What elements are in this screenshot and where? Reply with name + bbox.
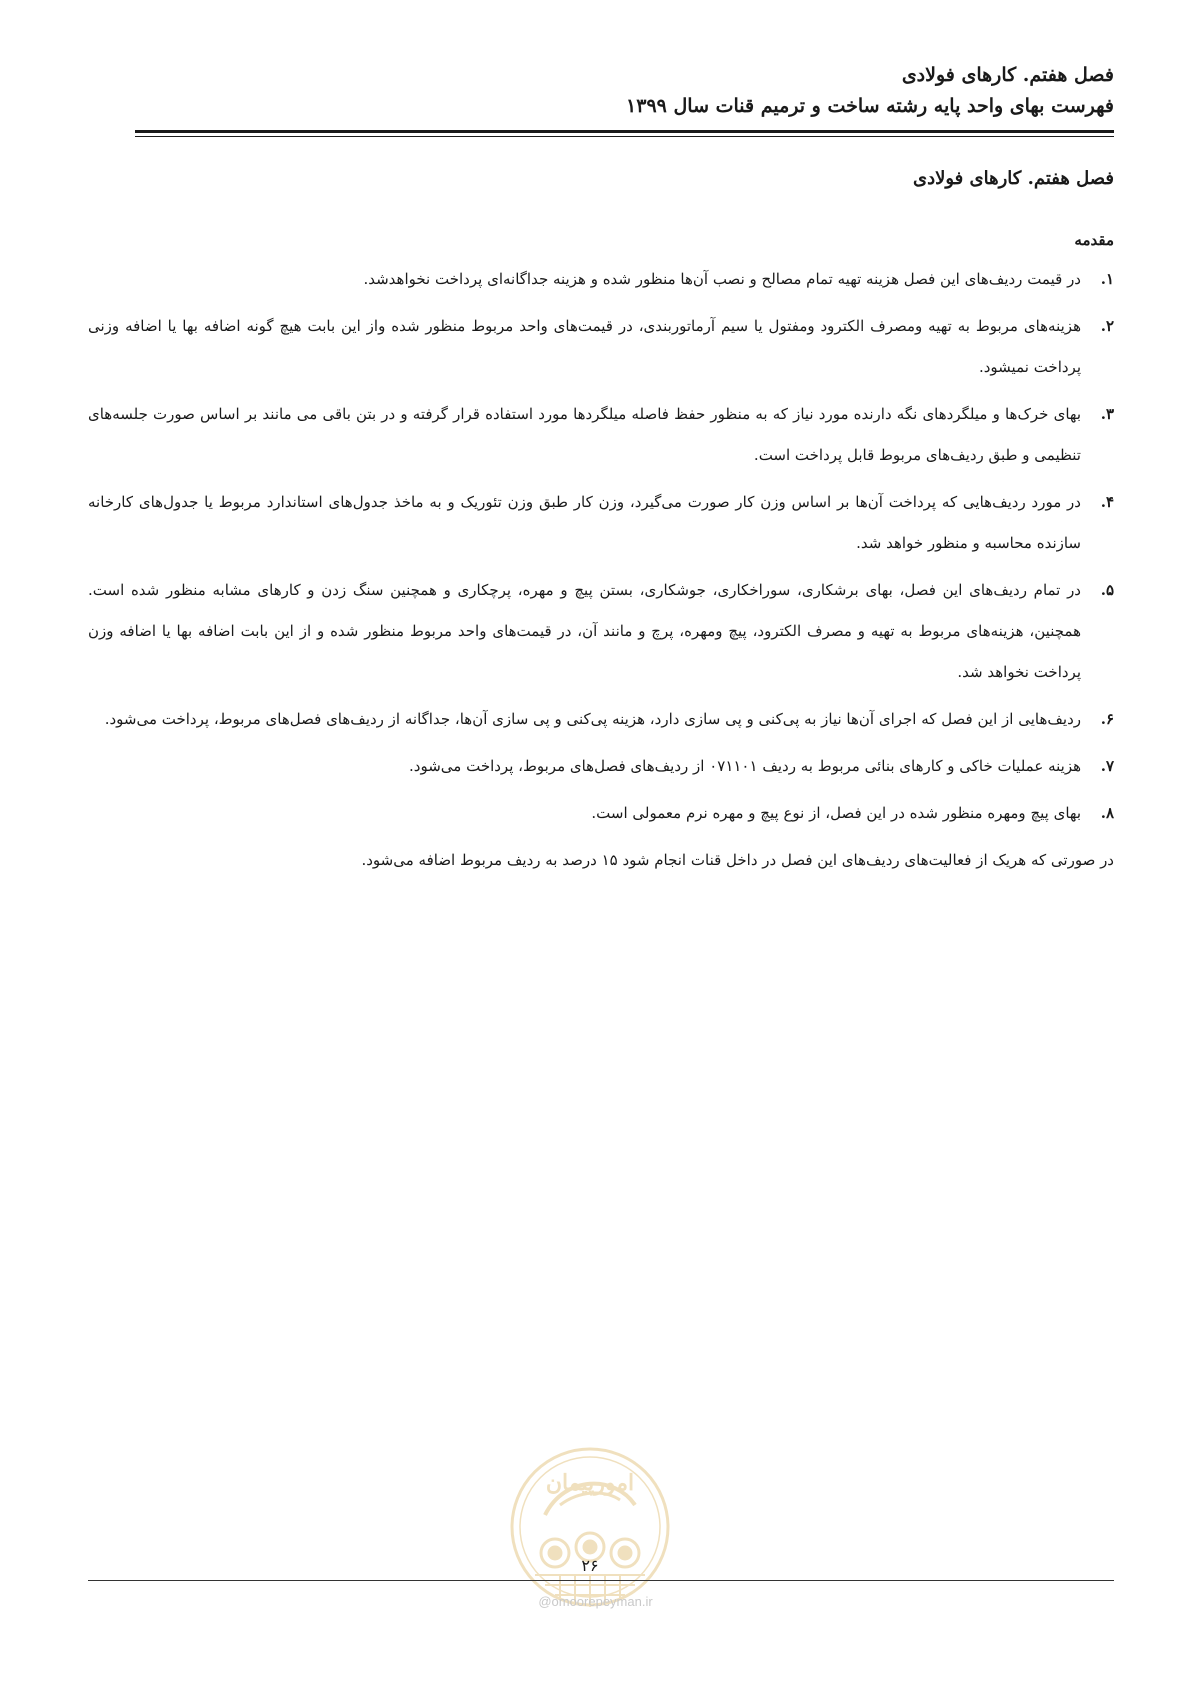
list-item-number: ۳. bbox=[1100, 405, 1114, 423]
list-item-number: ۸. bbox=[1100, 804, 1114, 822]
list-item-number: ۲. bbox=[1100, 317, 1114, 335]
list-item bbox=[88, 793, 1114, 834]
list-item bbox=[88, 570, 1114, 693]
intro-list bbox=[88, 259, 1114, 834]
header-rule bbox=[135, 130, 1114, 133]
list-item-text: ردیف‌هایی از این فصل که اجرای آن‌ها نیاز به پی‌کنی و پی سازی دارد، هزینه پی‌کنی و پی سازی آن‌ها، جداگانه از ردیف‌های فصل‌های مربوط، پرداخت می‌شود. bbox=[104, 710, 1081, 728]
list-item-text: بهای خرک‌ها و میلگردهای نگه دارنده مورد نیاز که به منظور حفظ فاصله میلگردها مورد استفاده قرار گرفته و در بتن باقی می مانند بر اساس صورت جلسه‌های تنظیمی و طبق ردیف‌های مربوط قابل پرداخت است. bbox=[88, 405, 1081, 464]
section-title: فصل هفتم. کارهای فولادی bbox=[912, 168, 1114, 189]
list-item-text: در مورد ردیف‌هایی که پرداخت آن‌ها بر اساس وزن کار صورت می‌گیرد، وزن کار طبق وزن تئوریک و به ماخذ جدول‌های استاندارد مربوط یا جدول‌های کارخانه سازنده محاسبه و منظور خواهد شد. bbox=[88, 493, 1081, 552]
list-item-text: بهای پیچ ومهره منظور شده در این فصل، از نوع پیچ و مهره نرم معمولی است. bbox=[591, 804, 1081, 822]
list-item-text: در تمام ردیف‌های این فصل، بهای برشکاری، سوراخکاری، جوشکاری، بستن پیچ و مهره، پرچکاری و همچنین سنگ زدن و کارهای مشابه منظور شده است. همچنین، هزینه‌های مربوط به تهیه و مصرف الکترود، پیچ ومهره، پرچ و مانند آن، در قیمت‌های واحد مربوط منظور شده و از این بابت اضافه بها یا اضافه وزن پرداخت نخواهد شد. bbox=[88, 581, 1081, 681]
list-item-text: هزینه عملیات خاکی و کارهای بنائی مربوط به ردیف ۰۷۱۱۰۱ از ردیف‌های فصل‌های مربوط، پرداخت می‌شود. bbox=[409, 757, 1081, 775]
list-item bbox=[88, 259, 1114, 300]
watermark-logo-icon bbox=[505, 1435, 675, 1620]
list-item bbox=[88, 482, 1114, 564]
header-document-title: فهرست بهای واحد پایه رشته ساخت و ترمیم قنات سال ۱۳۹۹ bbox=[626, 95, 1114, 117]
closing-paragraph: در صورتی که هریک از فعالیت‌های ردیف‌های این فصل در داخل قنات انجام شود ۱۵ درصد به ردیف مربوط اضافه می‌شود. bbox=[361, 851, 1114, 869]
header-chapter-title: فصل هفتم. کارهای فولادی bbox=[901, 64, 1114, 86]
list-item bbox=[88, 699, 1114, 740]
list-item-number: ۵. bbox=[1100, 581, 1114, 599]
list-item bbox=[88, 394, 1114, 476]
list-item-number: ۱. bbox=[1100, 270, 1114, 288]
page-header bbox=[135, 60, 1114, 122]
intro-heading: مقدمه bbox=[1074, 231, 1114, 249]
header-rule-thin bbox=[135, 136, 1114, 137]
footer-rule bbox=[88, 1580, 1114, 1581]
watermark-text: امورپیمان bbox=[545, 1470, 635, 1496]
list-item-text: در قیمت ردیف‌های این فصل هزینه تهیه تمام مصالح و نصب آن‌ها منظور شده و هزینه جداگانه‌ای پرداخت نخواهدشد. bbox=[363, 270, 1081, 288]
page-content bbox=[88, 165, 1114, 896]
list-item-text: هزینه‌های مربوط به تهیه ومصرف الکترود ومفتول یا سیم آرماتوربندی، در قیمت‌های واحد مربوط منظور شده واز این بابت هیچ گونه اضافه بها یا اضافه وزنی پرداخت نمیشود. bbox=[88, 317, 1081, 376]
list-item bbox=[88, 306, 1114, 388]
list-item-number: ۶. bbox=[1100, 710, 1114, 728]
list-item-number: ۷. bbox=[1100, 757, 1114, 775]
list-item-number: ۴. bbox=[1100, 493, 1114, 511]
page-number: ۲۶ bbox=[581, 1556, 599, 1575]
footer-website-watermark: @omoorepeyman.ir bbox=[538, 1594, 653, 1609]
list-item bbox=[88, 746, 1114, 787]
